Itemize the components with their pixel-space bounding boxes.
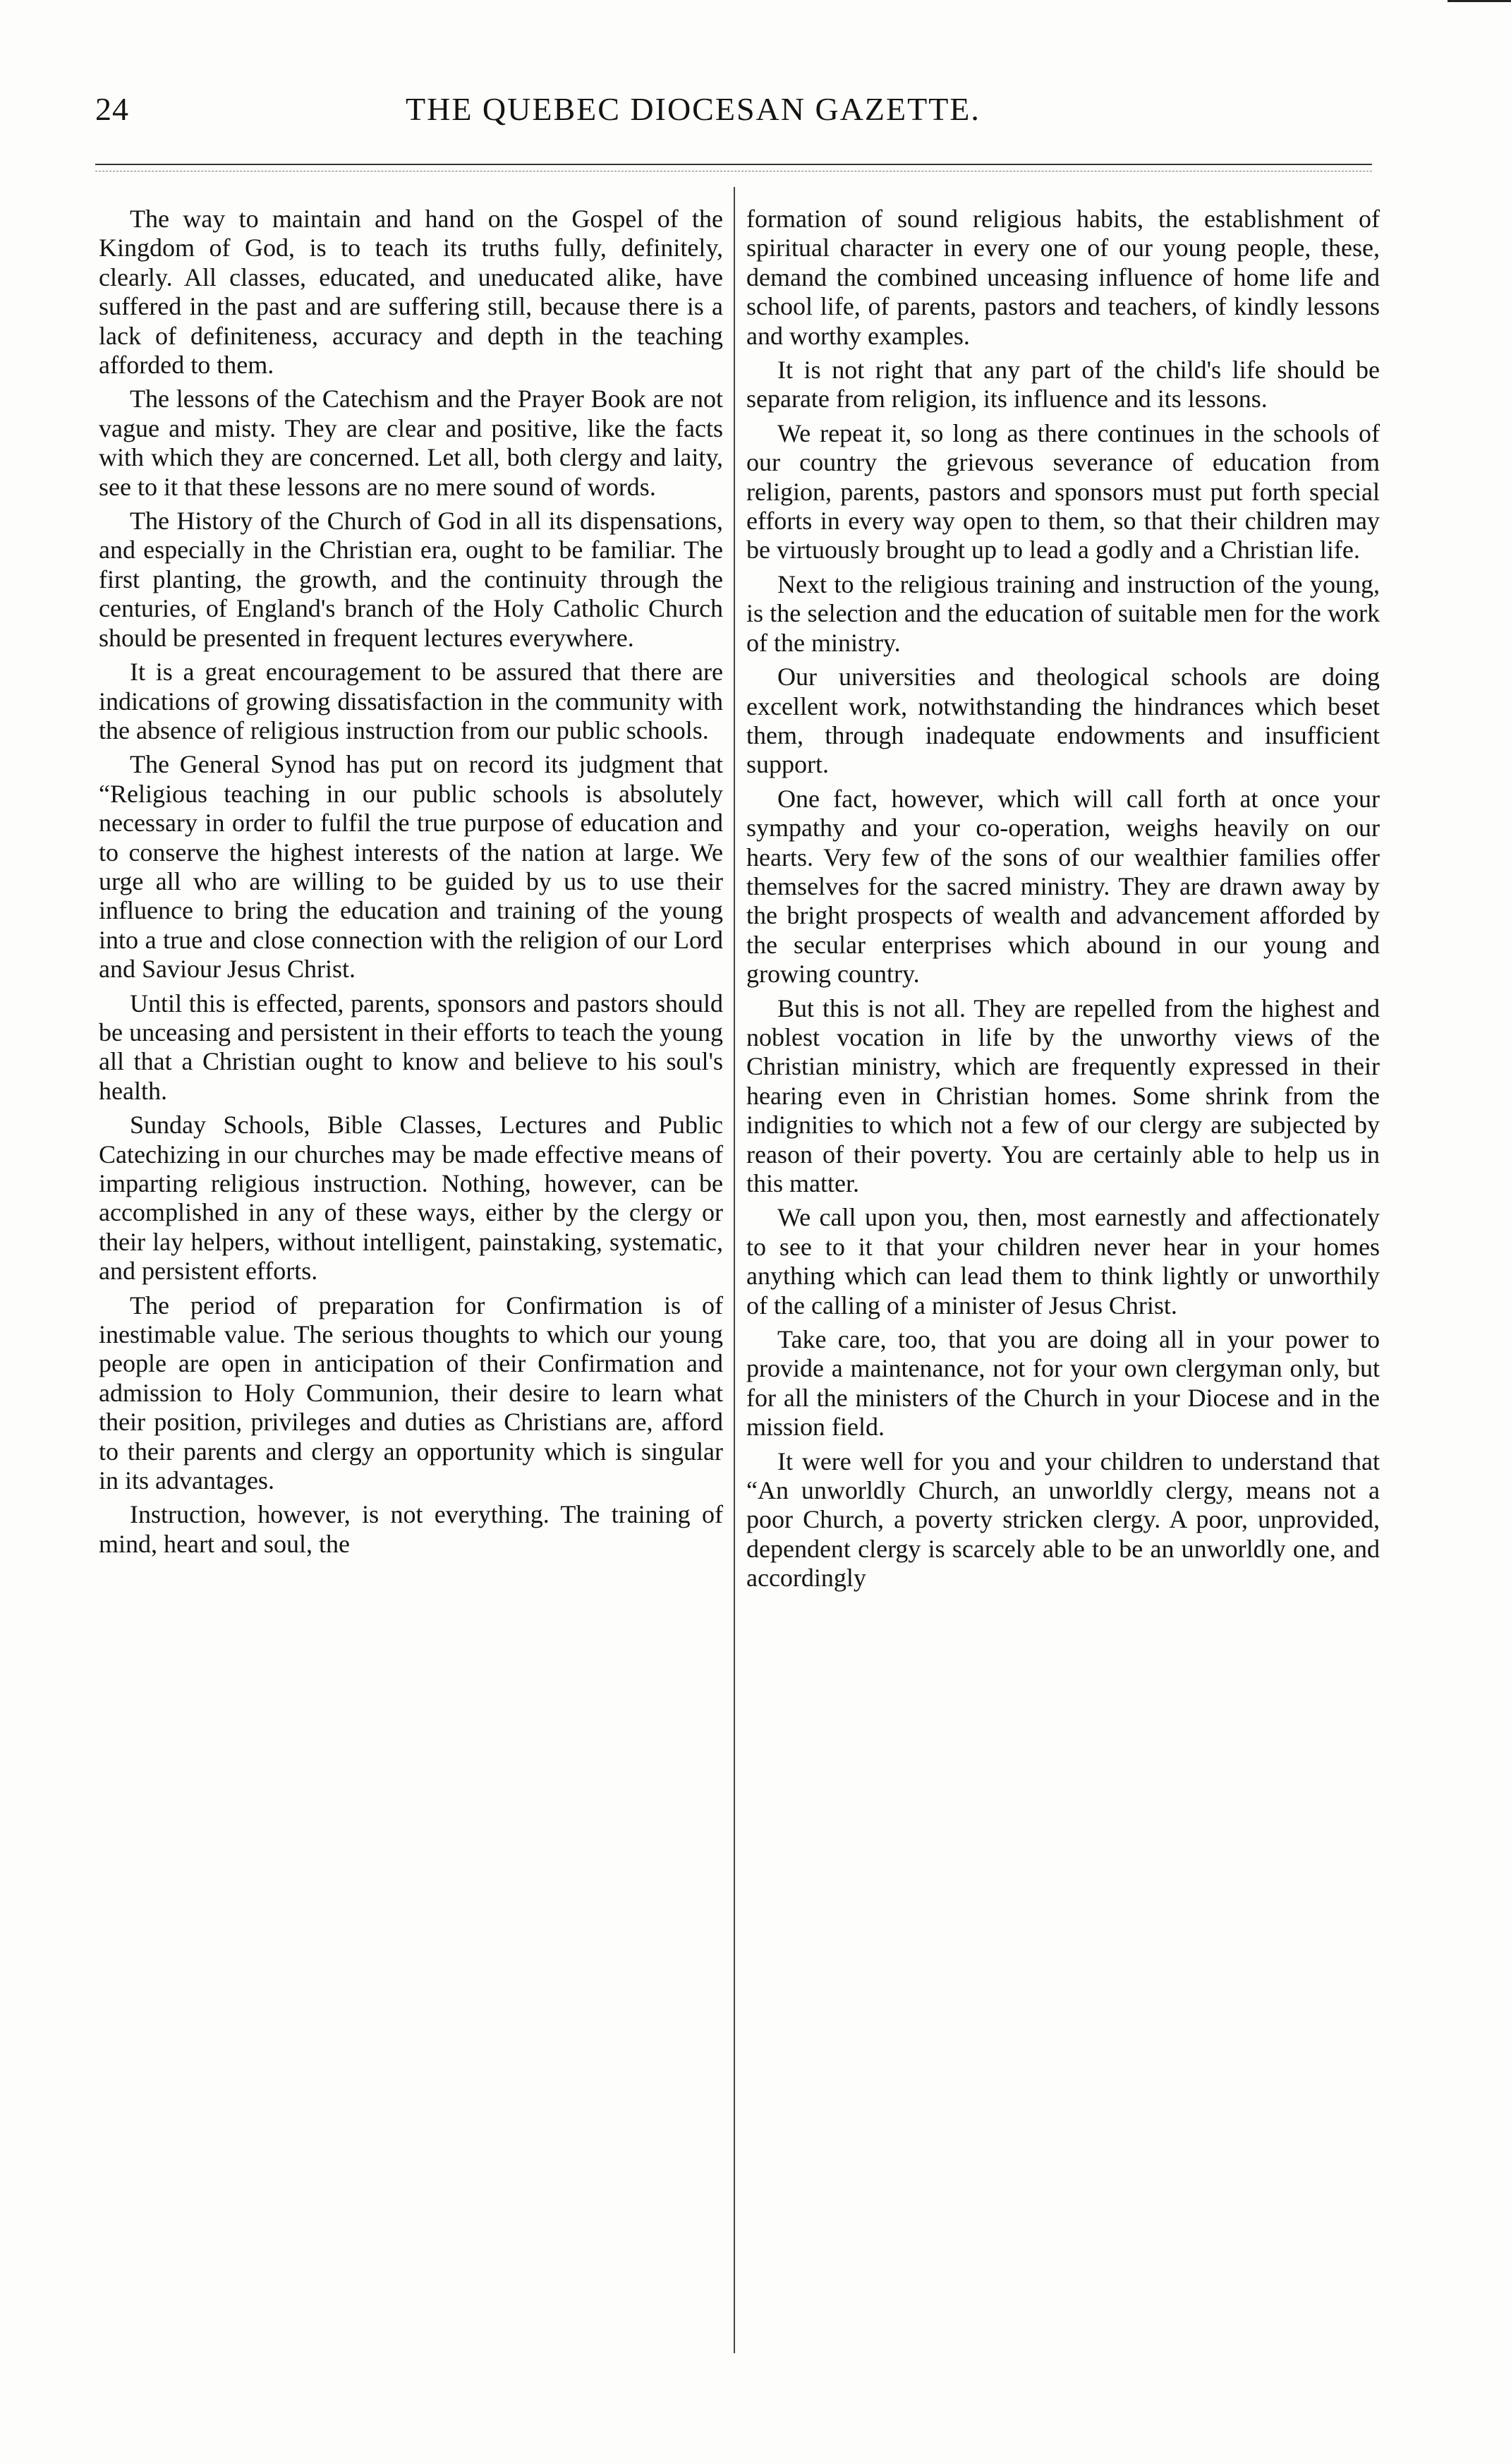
paragraph: It is a great encouragement to be assured that there are indications of growing dissatisfaction in the community with the absence of religious instruction from our public schools. xyxy=(99,658,723,744)
paragraph: It were well for you and your children to understand that “An unworldly Church, an unworldly clergy, means not a poor Church, a poverty stricken clergy. A poor, unprovided, dependent clergy is scarcely able to be an unworldly one, and accordingly xyxy=(746,1447,1380,1593)
page-number: 24 xyxy=(95,91,129,127)
paragraph: Instruction, however, is not everything. The training of mind, heart and soul, the xyxy=(99,1500,723,1558)
right-column xyxy=(746,205,1380,2364)
paragraph: But this is not all. They are repelled from the highest and noblest vocation in life by the unworthy views of the Christian ministry, which are frequently expressed in their hearing even in Christian homes. Some shrink from the indignities to which not a few of our clergy are subjected by reason of their poverty. You are certainly able to help us in this matter. xyxy=(746,994,1380,1197)
column-divider xyxy=(734,187,735,2353)
paragraph: Take care, too, that you are doing all in your power to provide a maintenance, not for your own clergyman only, but for all the ministers of the Church in your Diocese and in the mission field. xyxy=(746,1325,1380,1442)
paragraph: The General Synod has put on record its judgment that “Religious teaching in our public schools is absolutely necessary in order to fulfil the true purpose of education and to conserve the highest interests of the nation at large. We urge all who are willing to be guided by us to use their influence to bring the education and training of the young into a true and close connection with the religion of our Lord and Saviour Jesus Christ. xyxy=(99,750,723,984)
paragraph: One fact, however, which will call forth at once your sympathy and your co-operation, weighs heavily on our hearts. Very few of the sons of our wealthier families offer themselves for the sacred ministry. They are drawn away by the bright prospects of wealth and advancement afforded by the secular enterprises which abound in our young and growing country. xyxy=(746,784,1380,989)
paragraph: The period of preparation for Confirmation is of inestimable value. The serious thoughts to which our young people are open in anticipation of their Confirmation and admission to Holy Communion, their desire to learn what their position, privileges and duties as Christians are, afford to their parents and clergy an opportunity which is singular in its advantages. xyxy=(99,1291,723,1495)
paragraph: The lessons of the Catechism and the Prayer Book are not vague and misty. They are clear and positive, like the facts with which they are concerned. Let all, both clergy and laity, see to it that these lessons are no mere sound of words. xyxy=(99,385,723,501)
paragraph: We call upon you, then, most earnestly and affectionately to see to it that your children never hear in your homes anything which can lead them to think lightly or unworthily of the calling of a minister of Jesus Christ. xyxy=(746,1203,1380,1319)
paragraph: formation of sound religious habits, the establishment of spiritual character in every one of our young people, these, demand the combined unceasing influence of home life and school life, of parents, pastors and teachers, of kindly lessons and worthy examples. xyxy=(746,205,1380,350)
paragraph: The History of the Church of God in all its dispensations, and especially in the Christian era, ought to be familiar. The first planting, the growth, and the continuity through the centuries, of England's branch of the Holy Catholic Church should be presented in frequent lectures everywhere. xyxy=(99,507,723,652)
scan-edge-mark xyxy=(1448,0,1511,6)
running-title: THE QUEBEC DIOCESAN GAZETTE. xyxy=(406,91,981,127)
paragraph: Until this is effected, parents, sponsors and pastors should be unceasing and persistent in their efforts to teach the young all that a Christian ought to know and believe to his soul's health. xyxy=(99,989,723,1105)
paragraph: Next to the religious training and instruction of the young, is the selection and the education of suitable men for the work of the ministry. xyxy=(746,569,1380,657)
paragraph: The way to maintain and hand on the Gospel of the Kingdom of God, is to teach its truths fully, definitely, clearly. All classes, educated, and uneducated alike, have suffered in the past and are suffering still, because there is a lack of definiteness, accuracy and depth in the teaching afforded to them. xyxy=(99,205,723,380)
left-column xyxy=(99,205,723,2364)
paragraph: It is not right that any part of the child's life should be separate from religion, its influence and its lessons. xyxy=(746,356,1380,413)
paragraph: We repeat it, so long as there continues in the schools of our country the grievous severance of education from religion, parents, pastors and sponsors must put forth special efforts in every way open to them, so that their children may be virtuously brought up to lead a godly and a Christian life. xyxy=(746,418,1380,564)
page-header xyxy=(95,90,1400,140)
paragraph: Sunday Schools, Bible Classes, Lectures and Public Catechizing in our churches may be made effective means of imparting religious instruction. Nothing, however, can be accomplished in any of these ways, either by the clergy or their lay helpers, without intelligent, painstaking, systematic, and persistent efforts. xyxy=(99,1111,723,1286)
paragraph: Our universities and theological schools are doing excellent work, notwithstanding the hindrances which beset them, through inadequate endowments and insufficient support. xyxy=(746,663,1380,779)
header-rule xyxy=(95,164,1372,165)
